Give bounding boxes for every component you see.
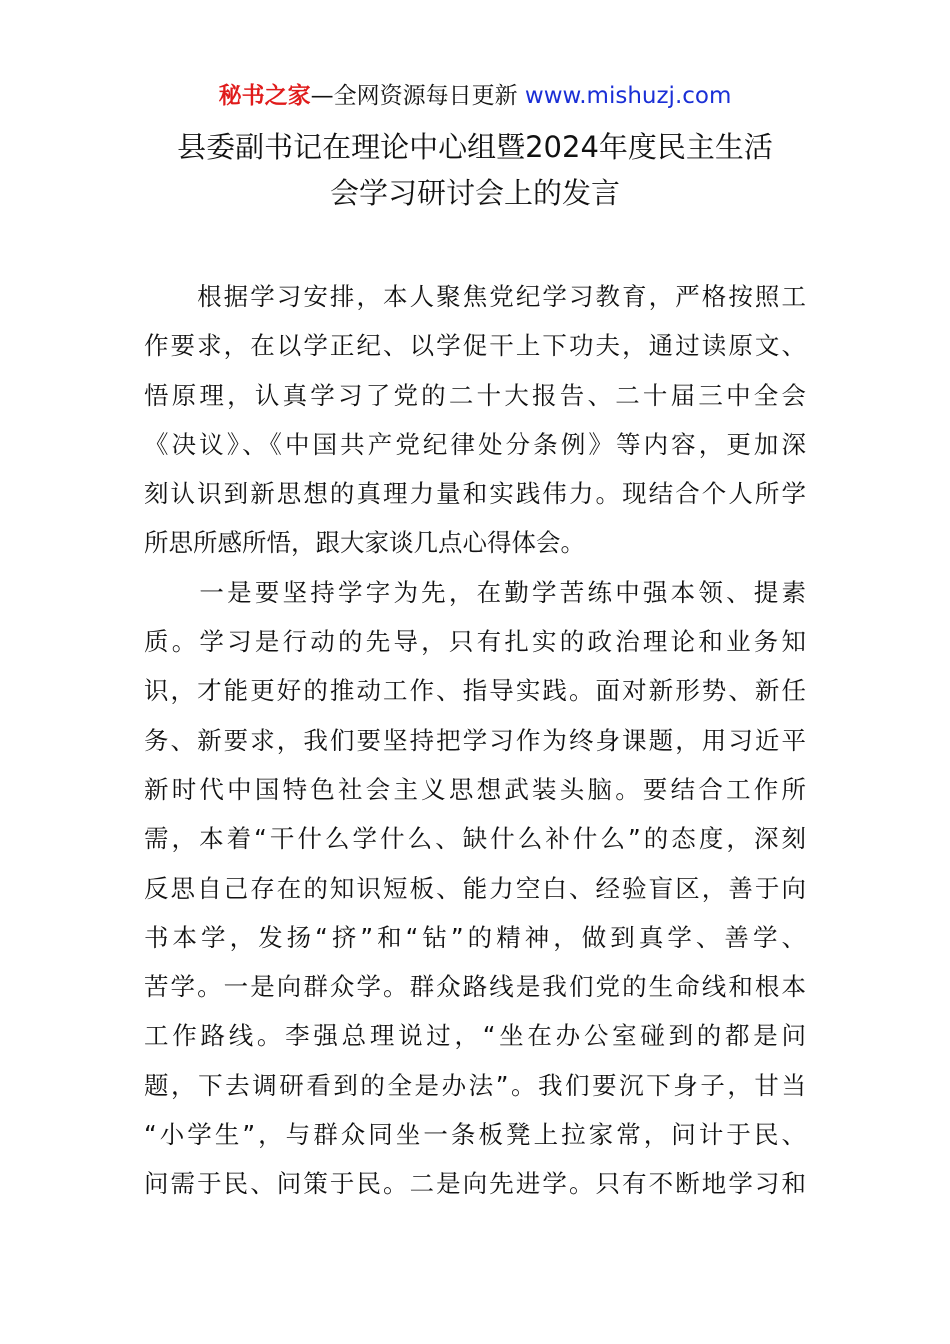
body-line: 所思所感所悟，跟大家谈几点心得体会。 <box>144 528 585 558</box>
body-line: 新时代中国特色社会主义思想武装头脑。要结合工作所 <box>144 774 806 804</box>
site-url[interactable]: www.mishuzj.com <box>517 83 732 109</box>
title-line-1: 县委副书记在理论中心组暨2024年度民主生活 <box>177 130 773 164</box>
body-line: 一是要坚持学字为先，在勤学苦练中强本领、提素 <box>144 577 806 607</box>
body-line: 作要求，在以学正纪、以学促干上下功夫，通过读原文、 <box>144 331 806 361</box>
title-line-2: 会学习研讨会上的发言 <box>329 176 620 210</box>
document-title <box>130 124 820 216</box>
document-body <box>144 272 806 1209</box>
body-line: 《决议》、《中国共产党纪律处分条例》等内容，更加深 <box>144 429 806 459</box>
site-header <box>0 80 950 112</box>
body-line: 题，下去调研看到的全是办法”。我们要沉下身子，甘当 <box>144 1070 806 1100</box>
body-line: 苦学。一是向群众学。群众路线是我们党的生命线和根本 <box>144 972 806 1002</box>
body-line: 问需于民、问策于民。二是向先进学。只有不断地学习和 <box>144 1169 806 1199</box>
body-line: 反思自己存在的知识短板、能力空白、经验盲区，善于向 <box>144 873 806 903</box>
body-line: 工作路线。李强总理说过，“坐在办公室碰到的都是问 <box>144 1021 806 1051</box>
body-line: 需，本着“干什么学什么、缺什么补什么”的态度，深刻 <box>144 824 806 854</box>
body-line: 务、新要求，我们要坚持把学习作为终身课题，用习近平 <box>144 725 806 755</box>
body-line: 根据学习安排，本人聚焦党纪学习教育，严格按照工 <box>144 282 806 311</box>
body-line: “小学生”，与群众同坐一条板凳上拉家常，问计于民、 <box>144 1120 806 1150</box>
body-line: 悟原理，认真学习了党的二十大报告、二十届三中全会 <box>144 380 806 410</box>
body-line: 书本学，发扬“挤”和“钻”的精神，做到真学、善学、 <box>144 922 806 952</box>
body-line: 刻认识到新思想的真理力量和实践伟力。现结合个人所学 <box>144 479 806 509</box>
body-line: 质。学习是行动的先导，只有扎实的政治理论和业务知 <box>144 627 806 657</box>
body-line: 识，才能更好的推动工作、指导实践。面对新形势、新任 <box>144 676 806 706</box>
brand-name: 秘书之家 <box>218 83 311 109</box>
header-tagline: —全网资源每日更新 <box>310 83 518 109</box>
